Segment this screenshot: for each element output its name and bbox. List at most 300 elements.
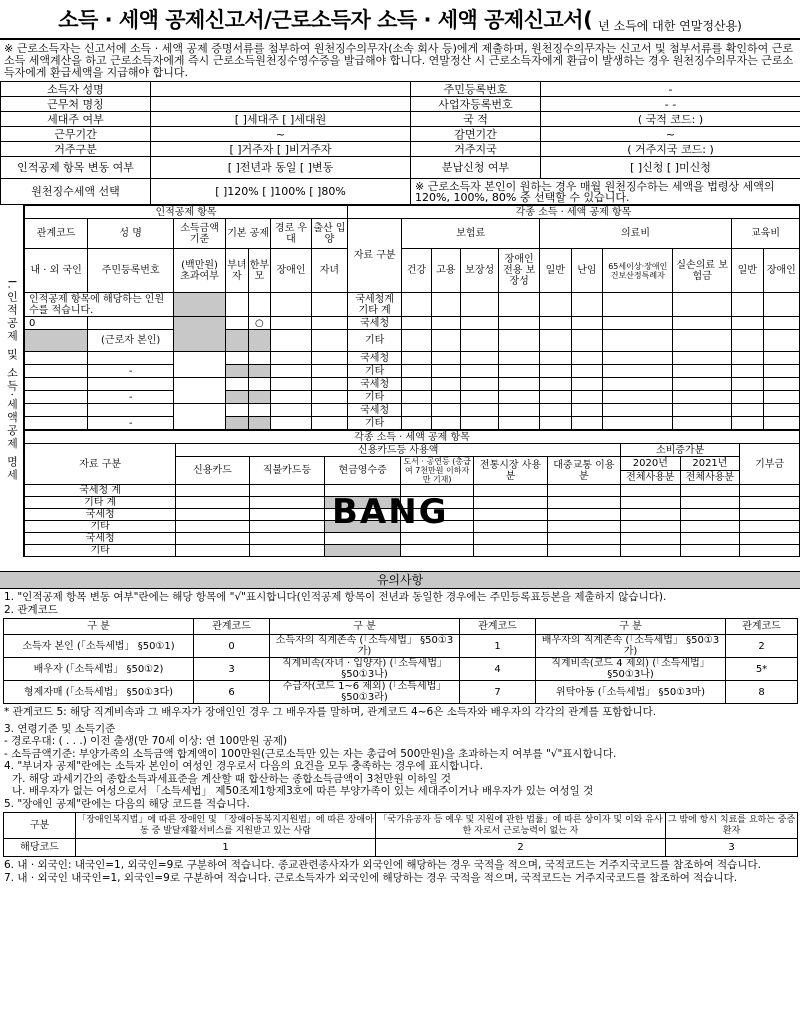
- income-standard-header: 소득금액 기준: [174, 219, 226, 249]
- cell[interactable]: [763, 330, 799, 352]
- code-cell: 3: [194, 658, 270, 681]
- cell[interactable]: [621, 485, 681, 497]
- market-header: 전통시장 사용분: [474, 457, 547, 485]
- note-7: 7. 내 · 외국인 내국인=1, 외국인=9로 구분하여 적습니다. 근로소득자가 외국인에 해당하는 경우 국적을 적으며, 국적코드는 거주지국코드를 참조하여 적습니다.: [4, 871, 738, 884]
- cell[interactable]: [402, 365, 431, 378]
- nationality-header: 내 · 외 국인: [25, 249, 88, 293]
- edu-disabled-header: 장애인: [763, 249, 799, 293]
- cell: [226, 391, 249, 404]
- cell[interactable]: [680, 521, 740, 533]
- other-label: 기타: [348, 365, 402, 378]
- cell[interactable]: [460, 293, 498, 317]
- other-row-2: 기타: [25, 545, 176, 557]
- cell[interactable]: [431, 404, 460, 417]
- name-field[interactable]: [151, 82, 411, 97]
- nts-row-1: 국세청: [25, 509, 176, 521]
- cell[interactable]: [731, 317, 763, 330]
- cell[interactable]: [460, 352, 498, 365]
- code-h-type-1: 구 분: [4, 619, 194, 635]
- section-side-text: I.인적공제 및 소득·세액공제 명세: [5, 280, 19, 482]
- cell[interactable]: [400, 533, 473, 545]
- cell[interactable]: [673, 404, 732, 417]
- cell[interactable]: [540, 391, 572, 404]
- code-cell: 5*: [726, 658, 798, 681]
- dep1-income[interactable]: [174, 352, 226, 378]
- code-cell: 0: [194, 635, 270, 658]
- residence-type-options[interactable]: [ ]거주자 [ ]비거주자: [151, 142, 411, 157]
- cell[interactable]: [499, 404, 540, 417]
- cell[interactable]: [673, 391, 732, 404]
- cell[interactable]: [571, 404, 603, 417]
- cell[interactable]: [226, 352, 249, 365]
- credit-header: 신용카드: [176, 457, 249, 485]
- cell[interactable]: [603, 317, 673, 330]
- cell[interactable]: [176, 521, 249, 533]
- cell[interactable]: [740, 497, 800, 509]
- cell[interactable]: [226, 378, 249, 391]
- cell: [325, 545, 401, 557]
- cell[interactable]: [431, 293, 460, 317]
- card-data-type-header: 자료 구분: [25, 444, 176, 485]
- cell[interactable]: [763, 352, 799, 365]
- cell[interactable]: [763, 317, 799, 330]
- code-cell: 6: [194, 681, 270, 704]
- self-basic-circle: ○: [248, 317, 271, 330]
- cell[interactable]: [402, 293, 431, 317]
- note-3: 3. 연령기준 및 소득기준: [4, 722, 116, 735]
- cell[interactable]: [431, 365, 460, 378]
- work-period-label: 근무기간: [1, 127, 151, 142]
- section-side-label: [0, 205, 24, 557]
- cell[interactable]: [571, 352, 603, 365]
- rel-code-header: 관계코드: [25, 219, 88, 249]
- employment-header: 고용: [431, 249, 460, 293]
- cell[interactable]: [402, 352, 431, 365]
- cell[interactable]: [271, 417, 312, 430]
- cell[interactable]: [474, 509, 547, 521]
- cell[interactable]: [547, 545, 620, 557]
- cell[interactable]: [226, 317, 249, 330]
- installment-options[interactable]: [ ]신청 [ ]미신청: [541, 157, 800, 179]
- cell: [226, 365, 249, 378]
- code-cell: 배우자의 직계존속 (「소득세법」 §50①3가): [536, 635, 726, 658]
- cell[interactable]: [673, 378, 732, 391]
- nts-label: 국세청: [348, 352, 402, 365]
- cell[interactable]: [540, 417, 572, 430]
- cell[interactable]: [460, 317, 498, 330]
- cell[interactable]: [311, 417, 347, 430]
- cell[interactable]: [176, 533, 249, 545]
- cell[interactable]: [474, 521, 547, 533]
- dep1-rel[interactable]: [25, 352, 88, 365]
- cell[interactable]: [731, 365, 763, 378]
- cell[interactable]: [673, 293, 732, 317]
- cell[interactable]: [431, 378, 460, 391]
- cell[interactable]: [731, 378, 763, 391]
- cell[interactable]: [603, 378, 673, 391]
- personal-deduction-header: 인적공제 항목: [25, 206, 348, 219]
- nationality-code-field[interactable]: ( 국적 코드: ): [541, 112, 800, 127]
- dep3-rrn[interactable]: -: [88, 417, 174, 430]
- cell[interactable]: [248, 352, 271, 365]
- cell[interactable]: [474, 485, 547, 497]
- reduction-period-field[interactable]: ~: [541, 127, 800, 142]
- book-header: 도서 · 공연등 (총급여 7천만원 이하자만 기재): [400, 457, 473, 485]
- taxpayer-info-table: [0, 81, 800, 205]
- other-label: 기타: [348, 391, 402, 404]
- cell[interactable]: [740, 545, 800, 557]
- cell[interactable]: [400, 545, 473, 557]
- cell[interactable]: [431, 391, 460, 404]
- cell[interactable]: [571, 317, 603, 330]
- dis-h-type: 구분: [4, 813, 76, 839]
- cell[interactable]: [311, 365, 347, 378]
- cell[interactable]: [311, 378, 347, 391]
- cell: [248, 365, 271, 378]
- cell[interactable]: [271, 378, 312, 391]
- bizno-field[interactable]: - -: [541, 97, 800, 112]
- self-name[interactable]: [88, 317, 174, 330]
- cell[interactable]: [402, 417, 431, 430]
- form-subtitle: 년 소득에 대한 연말정산용): [598, 19, 742, 33]
- disability-code-table: [3, 812, 798, 857]
- note-4a: 가. 해당 과세기간의 종합소득과세표준을 계산할 때 합산하는 종합소득금액이 3천만원 이하일 것: [12, 772, 451, 785]
- cell[interactable]: [603, 330, 673, 352]
- note-star: * 관계코드 5: 해당 직계비속과 그 배우자가 장애인인 경우 그 배우자를 말하며, 관계코드 4~6은 소득자와 배우자의 각각의 관계를 포함합니다.: [4, 706, 657, 718]
- total-disabled[interactable]: [271, 293, 312, 317]
- employer-label: 근무처 명칭: [1, 97, 151, 112]
- cell[interactable]: [540, 317, 572, 330]
- actual-loss-header: 실손의료 보험금: [673, 249, 732, 293]
- cell[interactable]: [474, 497, 547, 509]
- cell[interactable]: [226, 404, 249, 417]
- various-deduction-header: 각종 소득 · 세액 공제 항목: [348, 206, 800, 219]
- note-2: 2. 관계코드: [4, 603, 58, 616]
- cell[interactable]: [402, 404, 431, 417]
- general-medical-header: 일반: [540, 249, 572, 293]
- cell[interactable]: [680, 533, 740, 545]
- medical-header: 의료비: [540, 219, 732, 249]
- dep1-name[interactable]: [88, 352, 174, 365]
- cell[interactable]: [763, 365, 799, 378]
- cell[interactable]: [460, 378, 498, 391]
- code-cell: 2: [726, 635, 798, 658]
- cell[interactable]: [603, 391, 673, 404]
- cell[interactable]: [271, 365, 312, 378]
- cell[interactable]: [311, 330, 347, 352]
- code-cell: 1: [460, 635, 536, 658]
- cell[interactable]: [547, 533, 620, 545]
- cell[interactable]: [249, 533, 325, 545]
- cell[interactable]: [402, 330, 431, 352]
- cell[interactable]: [540, 352, 572, 365]
- cell[interactable]: [325, 533, 401, 545]
- cell[interactable]: [547, 497, 620, 509]
- infertility-header: 난임: [571, 249, 603, 293]
- code-cell: 소득자 본인 (「소득세법」 §50①1): [4, 635, 194, 658]
- name-label: 소득자 성명: [1, 82, 151, 97]
- cell[interactable]: [680, 497, 740, 509]
- cell[interactable]: [249, 521, 325, 533]
- cell[interactable]: [249, 545, 325, 557]
- debit-header: 직불카드등: [249, 457, 325, 485]
- code-cell: 소득자의 직계존속 (「소득세법」 §50①3가): [270, 635, 460, 658]
- code-h-code-2: 관계코드: [460, 619, 536, 635]
- code-cell: 8: [726, 681, 798, 704]
- cell[interactable]: [431, 417, 460, 430]
- cell[interactable]: [731, 352, 763, 365]
- cell[interactable]: [431, 317, 460, 330]
- cell[interactable]: [249, 497, 325, 509]
- cell[interactable]: [603, 352, 673, 365]
- cell[interactable]: [621, 521, 681, 533]
- notes-block-2: [0, 704, 800, 812]
- health-header: 건강: [402, 249, 431, 293]
- bizno-label: 사업자등록번호: [411, 97, 541, 112]
- senior-disabled-header: 65세이상·장애인 건보산정특례자: [603, 249, 673, 293]
- dis-v1: 1: [76, 839, 376, 857]
- note-3b: - 소득금액기준: 부양가족의 소득금액 합계액이 100만원(근로소득만 있는 자는 총급여 500만원)을 초과하는지 여부를 "√"표시합니다.: [4, 747, 617, 760]
- cell[interactable]: [603, 293, 673, 317]
- cell[interactable]: [571, 378, 603, 391]
- cell[interactable]: [603, 417, 673, 430]
- cell[interactable]: [621, 509, 681, 521]
- cell[interactable]: [540, 293, 572, 317]
- withholding-label: 원천징수세액 선택: [1, 179, 151, 205]
- residence-type-label: 거주구분: [1, 142, 151, 157]
- nts-total-row: 국세청 계: [25, 485, 176, 497]
- form-header: [0, 0, 800, 40]
- cell[interactable]: [540, 365, 572, 378]
- deduction-change-label: 인적공제 항목 변동 여부: [1, 157, 151, 179]
- self-income: [174, 317, 226, 352]
- code-cell: 형제자매 (「소득세법」 §50①3다): [4, 681, 194, 704]
- self-rel-code[interactable]: 0: [25, 317, 88, 330]
- cell[interactable]: [673, 417, 732, 430]
- cell[interactable]: [740, 533, 800, 545]
- employer-field[interactable]: [151, 97, 411, 112]
- cell[interactable]: [431, 352, 460, 365]
- cell[interactable]: [680, 509, 740, 521]
- elderly-header: 경로 우대: [271, 219, 312, 249]
- cell[interactable]: [460, 391, 498, 404]
- cell[interactable]: [547, 509, 620, 521]
- dep2-rel[interactable]: [25, 378, 88, 391]
- cell[interactable]: [740, 485, 800, 497]
- cell[interactable]: [271, 317, 312, 330]
- single-parent-header: 한부모: [248, 249, 271, 293]
- cell[interactable]: [673, 365, 732, 378]
- edu-general-header: 일반: [731, 249, 763, 293]
- code-h-code-3: 관계코드: [726, 619, 798, 635]
- dep3-nat[interactable]: [25, 417, 88, 430]
- residence-country-field[interactable]: ( 거주지국 코드: ): [541, 142, 800, 157]
- cell[interactable]: [603, 404, 673, 417]
- cell[interactable]: [499, 378, 540, 391]
- note-6: 6. 내 · 외국인: 내국인=1, 외국인=9로 구분하여 적습니다. 종교관련종사자가 외국인에 해당하는 경우 국적을 적으며, 국적코드는 거주지국코드를 참조하여 적습니다.: [4, 859, 761, 871]
- cell[interactable]: [249, 509, 325, 521]
- cell[interactable]: [731, 391, 763, 404]
- cell[interactable]: [248, 378, 271, 391]
- disabled-header: 장애인: [271, 249, 312, 293]
- cell[interactable]: [680, 545, 740, 557]
- cell[interactable]: [680, 485, 740, 497]
- cell[interactable]: [731, 330, 763, 352]
- education-header: 교육비: [731, 219, 799, 249]
- dep3-income[interactable]: [174, 404, 226, 430]
- cell[interactable]: [731, 404, 763, 417]
- cell[interactable]: [460, 365, 498, 378]
- notes-title: 유의사항: [0, 571, 800, 589]
- cell[interactable]: [402, 378, 431, 391]
- cell[interactable]: [499, 352, 540, 365]
- notes-block-3: [0, 857, 800, 886]
- cell[interactable]: [763, 378, 799, 391]
- other-total-row: 기타 계: [25, 497, 176, 509]
- code-cell: 수급자(코드 1~6 제외) (「소득세법」 §50①3라): [270, 681, 460, 704]
- cell[interactable]: [763, 293, 799, 317]
- cell[interactable]: [499, 391, 540, 404]
- cell[interactable]: [571, 365, 603, 378]
- cell[interactable]: [460, 330, 498, 352]
- cell[interactable]: [763, 417, 799, 430]
- code-cell: 직계비속(자녀 · 입양자) (「소득세법」 §50①3나): [270, 658, 460, 681]
- cell[interactable]: [271, 404, 312, 417]
- cell[interactable]: [571, 293, 603, 317]
- dep2-income[interactable]: [174, 378, 226, 404]
- cell[interactable]: [763, 391, 799, 404]
- dep2-rrn[interactable]: -: [88, 391, 174, 404]
- cell[interactable]: [248, 404, 271, 417]
- income-excess-header: (백만원) 초과여부: [174, 249, 226, 293]
- cell[interactable]: [571, 391, 603, 404]
- cell[interactable]: [547, 485, 620, 497]
- cell[interactable]: [673, 352, 732, 365]
- rrn-field[interactable]: -: [541, 82, 800, 97]
- cell[interactable]: [499, 330, 540, 352]
- y2020-header: 2020년: [621, 457, 681, 471]
- cell[interactable]: [271, 352, 312, 365]
- basic-header: 기본 공제: [226, 219, 271, 249]
- cell[interactable]: [621, 497, 681, 509]
- cell[interactable]: [740, 509, 800, 521]
- cell[interactable]: [311, 352, 347, 365]
- total-woman[interactable]: [226, 293, 249, 317]
- cell[interactable]: [271, 330, 312, 352]
- note-4b: 나. 배우자가 없는 여성으로서 「소득세법」 제50조제1항제3호에 따른 부양가족이 있는 세대주이거나 배우자가 있는 여성일 것: [12, 785, 594, 797]
- relation-code-table: [3, 618, 798, 704]
- residence-country-label: 거주지국: [411, 142, 541, 157]
- dep1-nat[interactable]: [25, 365, 88, 378]
- y2021-header: 2021년: [680, 457, 740, 471]
- cell[interactable]: [621, 545, 681, 557]
- dis-h-code: 해당코드: [4, 839, 76, 857]
- dis-c3: 그 밖에 항시 치료를 요하는 중증환자: [666, 813, 798, 839]
- code-h-code-1: 관계코드: [194, 619, 270, 635]
- withholding-options[interactable]: [ ]120% [ ]100% [ ]80%: [151, 179, 411, 205]
- dis-c2: 「국가유공자 등 예우 및 지원에 관한 법률」에 따른 상이자 및 이와 유사한 자로서 근로능력이 없는 자: [376, 813, 666, 839]
- installment-label: 분납신청 여부: [411, 157, 541, 179]
- cell[interactable]: [603, 365, 673, 378]
- cell[interactable]: [176, 497, 249, 509]
- cell[interactable]: [311, 391, 347, 404]
- cell[interactable]: [571, 330, 603, 352]
- dis-v2: 2: [376, 839, 666, 857]
- cell[interactable]: [571, 417, 603, 430]
- cell[interactable]: [731, 417, 763, 430]
- total-child[interactable]: [311, 293, 347, 317]
- form-title: 소득 · 세액 공제신고서/근로소득자 소득 · 세액 공제신고서(: [58, 8, 593, 32]
- cell[interactable]: [460, 417, 498, 430]
- cell[interactable]: [474, 533, 547, 545]
- note-3a: - 경로우대: ( . . .) 이전 출생(만 70세 이상: 연 100만원 공제): [4, 735, 288, 747]
- cell[interactable]: [499, 317, 540, 330]
- cell[interactable]: [673, 317, 732, 330]
- cell[interactable]: [249, 485, 325, 497]
- cell[interactable]: [740, 521, 800, 533]
- cell[interactable]: [763, 404, 799, 417]
- cell[interactable]: [460, 404, 498, 417]
- cell[interactable]: [540, 330, 572, 352]
- cell[interactable]: [731, 293, 763, 317]
- dep3-name[interactable]: [88, 404, 174, 417]
- cell[interactable]: [271, 391, 312, 404]
- name-header: 성 명: [88, 219, 174, 249]
- deduction-change-options[interactable]: [ ]전년과 동일 [ ]변동: [151, 157, 411, 179]
- dep3-rel[interactable]: [25, 404, 88, 417]
- spacer: [0, 557, 800, 571]
- dep2-nat[interactable]: [25, 391, 88, 404]
- cell[interactable]: [402, 317, 431, 330]
- cell[interactable]: [540, 378, 572, 391]
- child-header: 자녀: [311, 249, 347, 293]
- dependents-table: [24, 205, 800, 430]
- cell: [226, 417, 249, 430]
- cell[interactable]: [431, 330, 460, 352]
- code-cell: 직계비속(코드 4 제외) (「소득세법」 §50①3나): [536, 658, 726, 681]
- consumption-header: 소비증가분: [621, 444, 740, 457]
- dep1-rrn[interactable]: -: [88, 365, 174, 378]
- cell[interactable]: [547, 521, 620, 533]
- cell[interactable]: [311, 317, 347, 330]
- cell[interactable]: [176, 485, 249, 497]
- cell[interactable]: [621, 533, 681, 545]
- cell[interactable]: [499, 417, 540, 430]
- rrn-header: 주민등록번호: [88, 249, 174, 293]
- withholding-note: ※ 근로소득자 본인이 원하는 경우 매월 원천징수하는 세액을 법령상 세액의 120%, 100%, 80% 중 선택할 수 있습니다.: [411, 179, 800, 205]
- dis-v3: 3: [666, 839, 798, 857]
- cell[interactable]: [499, 293, 540, 317]
- cell[interactable]: [311, 404, 347, 417]
- note-1: 1. "인적공제 항목 변동 여부"란에는 해당 항목에 "√"표시합니다(인적공제 항목이 전년과 동일한 경우에는 주민등록표등본을 제출하지 않습니다).: [4, 591, 667, 603]
- total-cell: [174, 293, 226, 317]
- cell[interactable]: [176, 545, 249, 557]
- householder-options[interactable]: [ ]세대주 [ ]세대원: [151, 112, 411, 127]
- cell[interactable]: [499, 365, 540, 378]
- cell[interactable]: [402, 391, 431, 404]
- cell[interactable]: [540, 404, 572, 417]
- work-period-field[interactable]: ~: [151, 127, 411, 142]
- cell[interactable]: [474, 545, 547, 557]
- householder-label: 세대주 여부: [1, 112, 151, 127]
- dep2-name[interactable]: [88, 378, 174, 391]
- cell[interactable]: [673, 330, 732, 352]
- intro-note: ※ 근로소득자는 신고서에 소득 · 세액 공제 증명서류를 첨부하여 원천징수의무자(소속 회사 등)에게 제출하며, 원천징수의무자는 신고서 및 첨부서류를 확인하여 근로소득 세액계산을 하고 근로소득자에게 즉시 근로소득원천징수영수증을 발급해야 합니다. 연말정산 시 근로소득자에게 환급이 발생하는 경우 원천징수의무자는 근로소득자에게 환급세액을 지급해야 합니다.: [4, 42, 794, 79]
- cell[interactable]: [176, 509, 249, 521]
- code-cell: 7: [460, 681, 536, 704]
- total-use-2020: 전체사용분: [621, 471, 681, 485]
- total-single[interactable]: [248, 293, 271, 317]
